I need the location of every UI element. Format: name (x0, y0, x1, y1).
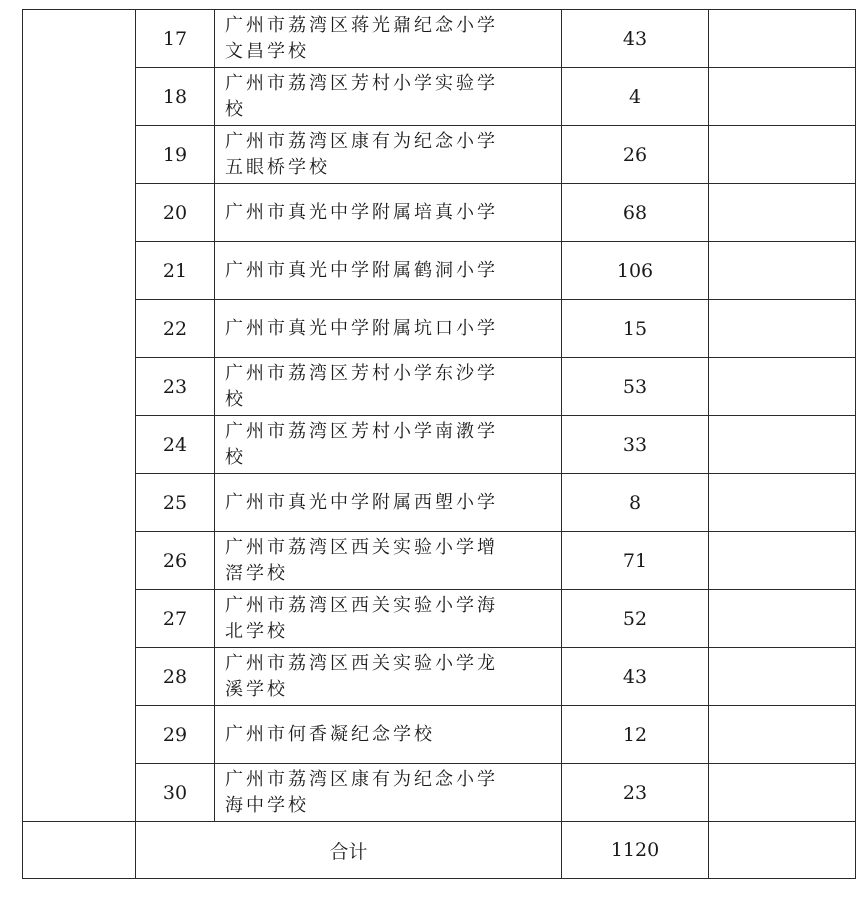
note-cell (709, 126, 856, 184)
student-count: 43 (562, 648, 709, 706)
school-name-line1: 广州市荔湾区蒋光鼐纪念小学 (225, 14, 498, 36)
student-count: 4 (562, 68, 709, 126)
school-name (215, 184, 562, 242)
row-number: 26 (136, 532, 215, 590)
school-name (215, 126, 562, 184)
table-row (23, 590, 856, 648)
row-number: 25 (136, 474, 215, 532)
student-count: 33 (562, 416, 709, 474)
school-name (215, 300, 562, 358)
total-count: 1120 (562, 822, 709, 879)
table-row (23, 126, 856, 184)
school-name-line1: 广州市荔湾区芳村小学实验学 (225, 72, 498, 94)
row-number: 17 (136, 10, 215, 68)
total-label: 合计 (136, 822, 562, 879)
row-number: 27 (136, 590, 215, 648)
school-name-line2: 校 (225, 98, 246, 120)
school-name (215, 764, 562, 822)
table-row (23, 68, 856, 126)
table-row (23, 416, 856, 474)
table-row (23, 648, 856, 706)
note-cell (709, 416, 856, 474)
row-number: 28 (136, 648, 215, 706)
student-count: 8 (562, 474, 709, 532)
school-name-line1: 广州市荔湾区西关实验小学海 (225, 594, 498, 616)
school-name-line1: 广州市真光中学附属坑口小学 (225, 317, 498, 339)
category-cell (23, 10, 136, 822)
note-cell (709, 474, 856, 532)
school-name (215, 242, 562, 300)
school-name-line2: 北学校 (225, 620, 288, 642)
school-name (215, 706, 562, 764)
table-row (23, 764, 856, 822)
row-number: 23 (136, 358, 215, 416)
row-number: 24 (136, 416, 215, 474)
school-name-line1: 广州市荔湾区西关实验小学龙 (225, 652, 498, 674)
school-name-line1: 广州市荔湾区康有为纪念小学 (225, 130, 498, 152)
table-row (23, 358, 856, 416)
school-name (215, 68, 562, 126)
note-cell (709, 532, 856, 590)
school-name-line1: 广州市真光中学附属培真小学 (225, 201, 498, 223)
table-row (23, 10, 856, 68)
student-count: 53 (562, 358, 709, 416)
note-cell (709, 10, 856, 68)
school-name (215, 590, 562, 648)
note-cell (709, 68, 856, 126)
school-name-line2: 溪学校 (225, 678, 288, 700)
row-number: 22 (136, 300, 215, 358)
student-count: 26 (562, 126, 709, 184)
student-count: 43 (562, 10, 709, 68)
school-name-line2: 校 (225, 388, 246, 410)
student-count: 12 (562, 706, 709, 764)
school-name-line1: 广州市真光中学附属西塱小学 (225, 491, 498, 513)
school-name (215, 648, 562, 706)
row-number: 20 (136, 184, 215, 242)
row-number: 19 (136, 126, 215, 184)
school-name (215, 10, 562, 68)
school-name-line2: 滘学校 (225, 562, 288, 584)
row-number: 30 (136, 764, 215, 822)
table-row (23, 300, 856, 358)
school-name (215, 358, 562, 416)
school-name-line1: 广州市荔湾区康有为纪念小学 (225, 768, 498, 790)
row-number: 21 (136, 242, 215, 300)
student-count: 15 (562, 300, 709, 358)
school-name-line1: 广州市何香凝纪念学校 (225, 723, 435, 745)
note-cell (709, 300, 856, 358)
school-name (215, 416, 562, 474)
school-name-line2: 五眼桥学校 (225, 156, 330, 178)
total-blank-cell (23, 822, 136, 879)
school-quota-table (22, 9, 856, 879)
student-count: 71 (562, 532, 709, 590)
row-number: 29 (136, 706, 215, 764)
school-name (215, 474, 562, 532)
student-count: 106 (562, 242, 709, 300)
school-name (215, 532, 562, 590)
school-name-line2: 校 (225, 446, 246, 468)
note-cell (709, 590, 856, 648)
student-count: 68 (562, 184, 709, 242)
note-cell (709, 706, 856, 764)
table-row (23, 532, 856, 590)
row-number: 18 (136, 68, 215, 126)
note-cell (709, 764, 856, 822)
school-name-line2: 海中学校 (225, 794, 309, 816)
table-row (23, 474, 856, 532)
school-name-line2: 文昌学校 (225, 40, 309, 62)
school-name-line1: 广州市真光中学附属鹤洞小学 (225, 259, 498, 281)
note-cell (709, 822, 856, 879)
total-row (23, 822, 856, 879)
table-row (23, 242, 856, 300)
note-cell (709, 242, 856, 300)
note-cell (709, 648, 856, 706)
school-name-line1: 广州市荔湾区芳村小学东沙学 (225, 362, 498, 384)
table-row (23, 706, 856, 764)
note-cell (709, 358, 856, 416)
table-row (23, 184, 856, 242)
note-cell (709, 184, 856, 242)
school-name-line1: 广州市荔湾区西关实验小学增 (225, 536, 498, 558)
school-name-line1: 广州市荔湾区芳村小学南漖学 (225, 420, 498, 442)
student-count: 52 (562, 590, 709, 648)
student-count: 23 (562, 764, 709, 822)
